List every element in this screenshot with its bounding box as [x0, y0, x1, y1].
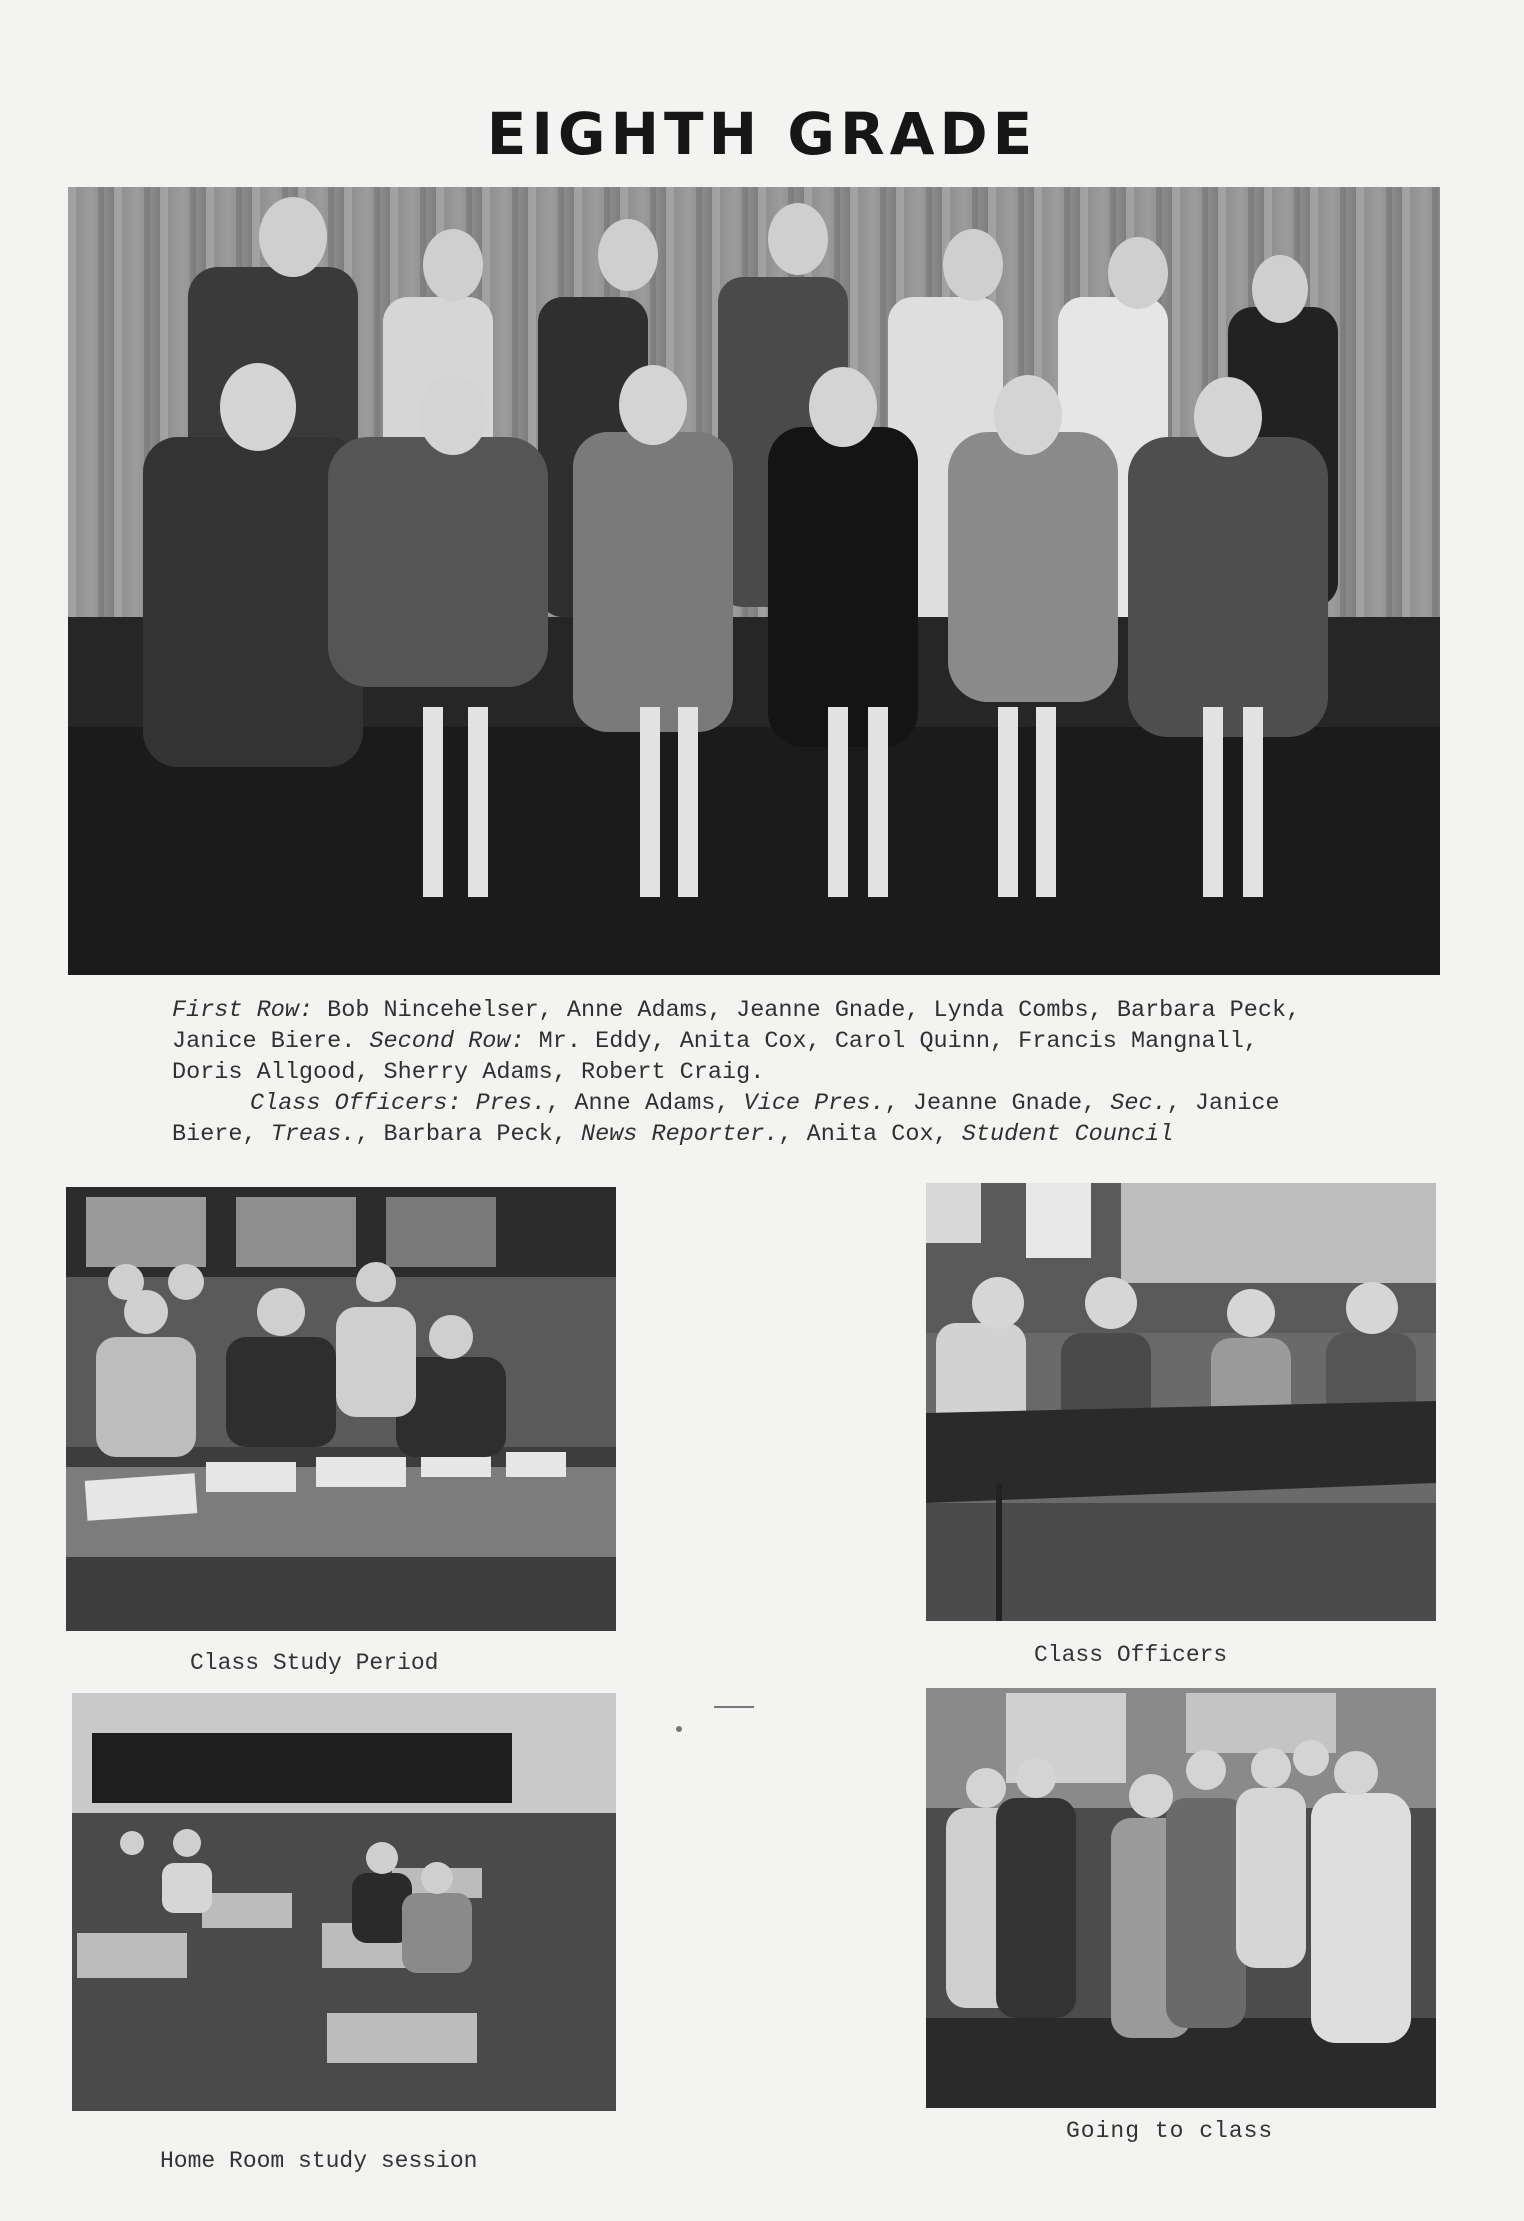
- news-reporter-name: , Anita Cox,: [778, 1121, 962, 1148]
- second-row-label: Second Row:: [369, 1028, 525, 1055]
- group-photo-caption: [172, 995, 1352, 1150]
- stray-mark: [676, 1726, 682, 1732]
- secretary-label: Sec.: [1110, 1090, 1167, 1117]
- class-officers-caption: Class Officers: [1034, 1642, 1228, 1668]
- second-row-names-cont: Doris Allgood, Sherry Adams, Robert Craig.: [172, 1059, 765, 1086]
- first-row-label: First Row:: [172, 997, 314, 1024]
- page-title: EIGHTH GRADE: [486, 100, 1038, 168]
- vice-president-name: , Jeanne Gnade,: [884, 1090, 1111, 1117]
- president-label: Pres.: [461, 1090, 547, 1117]
- secretary-name: , Janice: [1166, 1090, 1280, 1117]
- home-room-caption: Home Room study session: [160, 2148, 478, 2174]
- first-row-names-cont: Janice Biere.: [172, 1028, 370, 1055]
- study-period-caption: Class Study Period: [190, 1650, 439, 1676]
- first-row-names: Bob Nincehelser, Anne Adams, Jeanne Gnade, Lynda Combs, Barbara Peck,: [313, 997, 1301, 1024]
- news-reporter-label: News Reporter.: [580, 1121, 779, 1148]
- second-row-names: Mr. Eddy, Anita Cox, Carol Quinn, Francis Mangnall,: [524, 1028, 1258, 1055]
- going-to-class-photo: [926, 1688, 1436, 2108]
- class-group-photo: [68, 187, 1440, 975]
- president-name: , Anne Adams,: [546, 1090, 744, 1117]
- treasurer-name: , Barbara Peck,: [355, 1121, 581, 1148]
- student-council-label: Student Council: [961, 1121, 1174, 1148]
- stray-mark: [714, 1706, 754, 1708]
- secretary-name-cont: Biere,: [172, 1121, 271, 1148]
- going-to-class-caption: Going to class: [1066, 2118, 1274, 2144]
- treasurer-label: Treas.: [270, 1121, 356, 1148]
- vice-president-label: Vice Pres.: [743, 1090, 885, 1117]
- class-officers-photo: [926, 1183, 1436, 1621]
- study-period-photo: [66, 1187, 616, 1631]
- class-officers-label: Class Officers:: [250, 1090, 462, 1117]
- home-room-photo: [72, 1693, 616, 2111]
